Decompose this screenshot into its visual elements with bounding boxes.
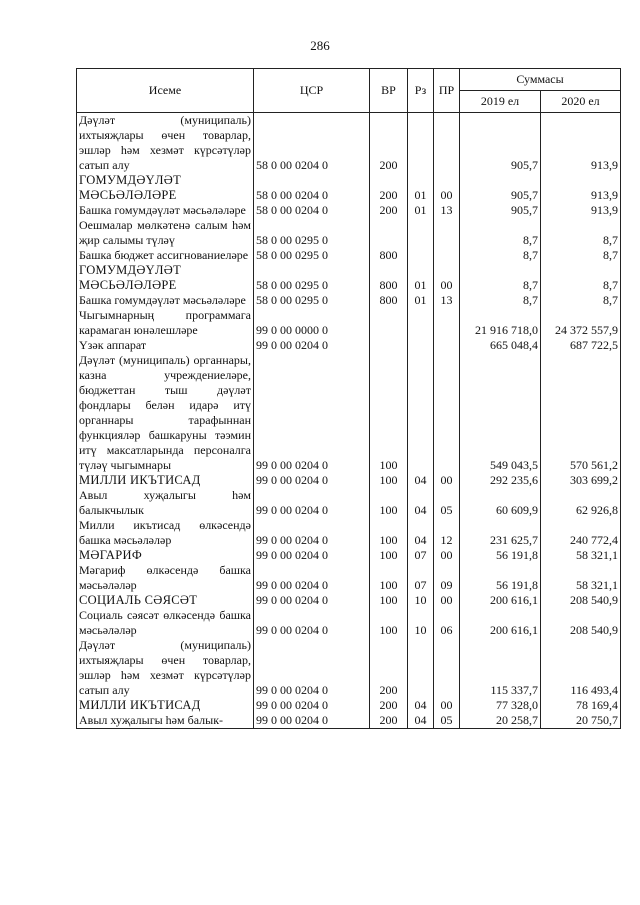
row-csr: 99 0 00 0204 0 — [254, 338, 370, 353]
row-value-2019: 200 616,1 — [460, 593, 541, 608]
row-name: Дәүләт (муниципаль) органнары, казна учреждениеләре, бюджеттан тыш дәүләт фондлары белән идарә итү органнары тарафыннан функцияләр башкаруны тәэмин итү максатларында персоналга түләү чыгымнары — [77, 353, 254, 473]
row-value-2019: 905,7 — [460, 173, 541, 203]
row-value-2020: 58 321,1 — [541, 548, 621, 563]
table-row — [77, 338, 621, 353]
row-value-2020: 913,9 — [541, 173, 621, 203]
row-rz: 07 — [408, 548, 434, 563]
row-pr: 00 — [434, 263, 460, 293]
row-rz — [408, 638, 434, 698]
header-name: Исеме — [77, 69, 254, 113]
row-csr: 58 0 00 0295 0 — [254, 293, 370, 308]
row-csr: 99 0 00 0204 0 — [254, 548, 370, 563]
row-name: Башка бюджет ассигнованиеләре — [77, 248, 254, 263]
row-csr: 58 0 00 0204 0 — [254, 173, 370, 203]
row-csr: 58 0 00 0204 0 — [254, 203, 370, 218]
row-value-2020: 8,7 — [541, 293, 621, 308]
table-row — [77, 638, 621, 698]
row-pr: 00 — [434, 698, 460, 713]
row-value-2020: 24 372 557,9 — [541, 308, 621, 338]
row-csr: 99 0 00 0204 0 — [254, 638, 370, 698]
row-csr: 58 0 00 0295 0 — [254, 263, 370, 293]
row-value-2019: 231 625,7 — [460, 518, 541, 548]
row-pr — [434, 218, 460, 248]
table-row — [77, 488, 621, 518]
row-rz: 01 — [408, 173, 434, 203]
row-value-2020: 8,7 — [541, 218, 621, 248]
row-value-2019: 60 609,9 — [460, 488, 541, 518]
row-rz: 01 — [408, 293, 434, 308]
row-value-2020: 208 540,9 — [541, 593, 621, 608]
row-vr: 100 — [370, 473, 408, 488]
row-value-2019: 8,7 — [460, 248, 541, 263]
row-name: Авыл хуҗалыгы һәм балыкчылык — [77, 488, 254, 518]
table-row — [77, 173, 621, 203]
row-value-2020: 687 722,5 — [541, 338, 621, 353]
row-value-2019: 549 043,5 — [460, 353, 541, 473]
row-name: Милли икътисад өлкәсендә башка мәсьәләләр — [77, 518, 254, 548]
row-csr: 99 0 00 0204 0 — [254, 608, 370, 638]
row-value-2020: 8,7 — [541, 248, 621, 263]
row-rz: 04 — [408, 473, 434, 488]
row-vr: 100 — [370, 353, 408, 473]
row-value-2019: 292 235,6 — [460, 473, 541, 488]
header-csr: ЦСР — [254, 69, 370, 113]
row-value-2020: 78 169,4 — [541, 698, 621, 713]
header-pr: ПР — [434, 69, 460, 113]
row-value-2020: 240 772,4 — [541, 518, 621, 548]
header-rz: Рз — [408, 69, 434, 113]
row-value-2020: 8,7 — [541, 263, 621, 293]
row-vr: 100 — [370, 488, 408, 518]
header-year-2020: 2020 ел — [541, 91, 621, 113]
row-value-2019: 21 916 718,0 — [460, 308, 541, 338]
row-pr: 00 — [434, 548, 460, 563]
row-vr: 200 — [370, 173, 408, 203]
header-year-2019: 2019 ел — [460, 91, 541, 113]
table-row — [77, 713, 621, 729]
row-name: МИЛЛИ ИКЪТИСАД — [77, 473, 254, 488]
row-name: Социаль сәясәт өлкәсендә башка мәсьәләләр — [77, 608, 254, 638]
row-rz: 04 — [408, 488, 434, 518]
row-value-2019: 665 048,4 — [460, 338, 541, 353]
table-row — [77, 608, 621, 638]
row-csr: 99 0 00 0204 0 — [254, 488, 370, 518]
row-value-2019: 8,7 — [460, 293, 541, 308]
row-vr: 200 — [370, 113, 408, 174]
row-vr: 200 — [370, 713, 408, 729]
row-vr: 100 — [370, 548, 408, 563]
row-name: Мәгариф өлкәсендә башка мәсьәләләр — [77, 563, 254, 593]
row-rz: 10 — [408, 593, 434, 608]
table-row — [77, 518, 621, 548]
row-value-2020: 570 561,2 — [541, 353, 621, 473]
row-value-2019: 8,7 — [460, 263, 541, 293]
row-value-2019: 200 616,1 — [460, 608, 541, 638]
row-value-2020: 62 926,8 — [541, 488, 621, 518]
table-row — [77, 263, 621, 293]
row-rz: 01 — [408, 263, 434, 293]
row-rz — [408, 308, 434, 338]
table-row — [77, 698, 621, 713]
row-vr: 100 — [370, 518, 408, 548]
row-pr — [434, 338, 460, 353]
row-pr: 00 — [434, 593, 460, 608]
table-row — [77, 473, 621, 488]
row-pr: 00 — [434, 173, 460, 203]
table-row — [77, 293, 621, 308]
row-pr: 05 — [434, 488, 460, 518]
row-rz: 04 — [408, 713, 434, 729]
row-csr: 99 0 00 0000 0 — [254, 308, 370, 338]
row-pr: 09 — [434, 563, 460, 593]
table-row — [77, 563, 621, 593]
table-header — [77, 69, 621, 113]
row-name: Дәүләт (муниципаль) ихтыяҗлары өчен товарлар, эшләр һәм хезмәт күрсәтүләр сатып алу — [77, 113, 254, 174]
table-row — [77, 353, 621, 473]
row-value-2019: 8,7 — [460, 218, 541, 248]
table-row — [77, 248, 621, 263]
row-value-2020: 20 750,7 — [541, 713, 621, 729]
page-number: 286 — [310, 38, 330, 53]
row-name: Оешмалар мөлкәтенә салым һәм җир салымы түләү — [77, 218, 254, 248]
row-rz: 04 — [408, 518, 434, 548]
row-vr: 200 — [370, 698, 408, 713]
row-vr: 800 — [370, 293, 408, 308]
row-pr — [434, 308, 460, 338]
row-csr: 99 0 00 0204 0 — [254, 353, 370, 473]
row-csr: 58 0 00 0295 0 — [254, 218, 370, 248]
row-rz — [408, 113, 434, 174]
row-name: СОЦИАЛЬ СӘЯСӘТ — [77, 593, 254, 608]
budget-table — [76, 68, 621, 729]
row-csr: 99 0 00 0204 0 — [254, 563, 370, 593]
row-vr: 800 — [370, 248, 408, 263]
row-vr: 100 — [370, 593, 408, 608]
table-row — [77, 113, 621, 174]
row-value-2019: 115 337,7 — [460, 638, 541, 698]
row-vr: 100 — [370, 608, 408, 638]
row-name: Үзәк аппарат — [77, 338, 254, 353]
table-row — [77, 308, 621, 338]
table-row — [77, 593, 621, 608]
row-name: Башка гомумдәүләт мәсьәләләре — [77, 203, 254, 218]
row-name: Чыгымнарның программага карамаган юнәлешләре — [77, 308, 254, 338]
row-pr — [434, 353, 460, 473]
row-name: ГОМУМДӘҮЛӘТ МӘСЬӘЛӘЛӘРЕ — [77, 173, 254, 203]
row-name: МӘГАРИФ — [77, 548, 254, 563]
header-sums: Суммасы — [460, 69, 621, 91]
row-name: Башка гомумдәүләт мәсьәләләре — [77, 293, 254, 308]
row-name: Дәүләт (муниципаль) ихтыяҗлары өчен товарлар, эшләр һәм хезмәт күрсәтүләр сатып алу — [77, 638, 254, 698]
row-pr: 12 — [434, 518, 460, 548]
row-value-2020: 913,9 — [541, 113, 621, 174]
row-value-2019: 905,7 — [460, 203, 541, 218]
row-value-2020: 913,9 — [541, 203, 621, 218]
row-rz — [408, 218, 434, 248]
row-vr — [370, 338, 408, 353]
row-name: ГОМУМДӘҮЛӘТ МӘСЬӘЛӘЛӘРЕ — [77, 263, 254, 293]
row-vr: 800 — [370, 263, 408, 293]
row-pr: 00 — [434, 473, 460, 488]
row-value-2019: 56 191,8 — [460, 563, 541, 593]
row-pr — [434, 248, 460, 263]
row-name: МИЛЛИ ИКЪТИСАД — [77, 698, 254, 713]
table-row — [77, 548, 621, 563]
row-value-2020: 303 699,2 — [541, 473, 621, 488]
row-rz — [408, 248, 434, 263]
row-value-2020: 116 493,4 — [541, 638, 621, 698]
row-vr: 100 — [370, 563, 408, 593]
header-vr: ВР — [370, 69, 408, 113]
table-body — [77, 113, 621, 729]
row-name: Авыл хуҗалыгы һәм балык- — [77, 713, 254, 729]
row-value-2019: 77 328,0 — [460, 698, 541, 713]
row-pr: 05 — [434, 713, 460, 729]
row-vr: 200 — [370, 203, 408, 218]
table-row — [77, 203, 621, 218]
row-value-2019: 56 191,8 — [460, 548, 541, 563]
row-value-2020: 58 321,1 — [541, 563, 621, 593]
row-vr — [370, 218, 408, 248]
row-value-2020: 208 540,9 — [541, 608, 621, 638]
row-rz: 01 — [408, 203, 434, 218]
row-pr: 13 — [434, 203, 460, 218]
row-pr — [434, 113, 460, 174]
table-row — [77, 218, 621, 248]
row-csr: 58 0 00 0295 0 — [254, 248, 370, 263]
row-rz: 07 — [408, 563, 434, 593]
row-vr — [370, 308, 408, 338]
row-csr: 99 0 00 0204 0 — [254, 473, 370, 488]
row-rz: 04 — [408, 698, 434, 713]
row-rz — [408, 338, 434, 353]
row-pr — [434, 638, 460, 698]
row-rz: 10 — [408, 608, 434, 638]
row-csr: 99 0 00 0204 0 — [254, 713, 370, 729]
row-value-2019: 20 258,7 — [460, 713, 541, 729]
row-csr: 58 0 00 0204 0 — [254, 113, 370, 174]
row-rz — [408, 353, 434, 473]
row-csr: 99 0 00 0204 0 — [254, 518, 370, 548]
row-vr: 200 — [370, 638, 408, 698]
row-csr: 99 0 00 0204 0 — [254, 698, 370, 713]
row-pr: 13 — [434, 293, 460, 308]
row-pr: 06 — [434, 608, 460, 638]
row-csr: 99 0 00 0204 0 — [254, 593, 370, 608]
row-value-2019: 905,7 — [460, 113, 541, 174]
